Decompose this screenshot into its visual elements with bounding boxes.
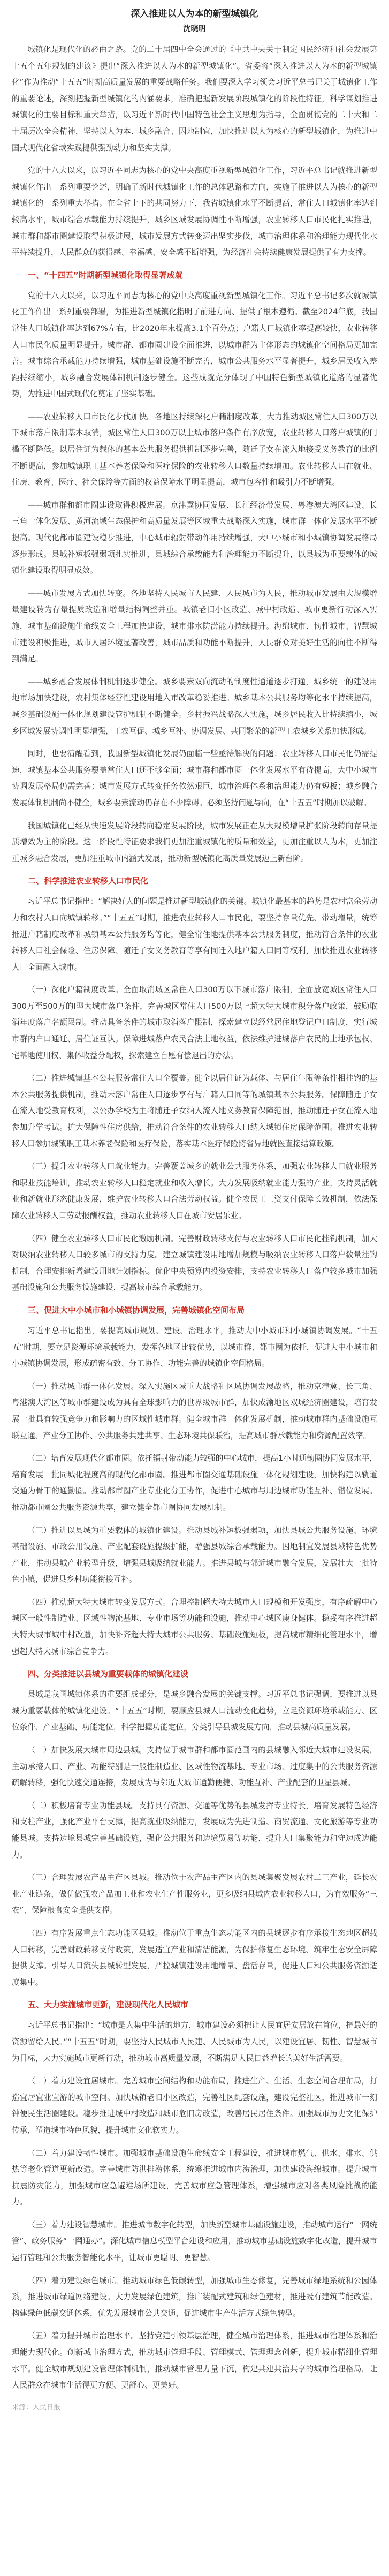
paragraph: （二）培育发展现代化都市圈。依托辐射带动能力较强的中心城市，提高1小时通勤圈协同发展水平，培育发展一批同城化程度高的现代化都市圈。推进都市圈交通基础设施一体化规划建设，加快构建以轨道交通为骨干的通勤圈。推动都市圈产业专业化分工协作，促进中心城市与周边城市功能互补、错位发展。推动都市圈公共服务资源共享，建立健全都市圈协同发展机制。 — [12, 1454, 377, 1512]
paragraph: （一）推动城市群一体化发展。深入实施区域重大战略和区域协调发展战略，推动京津冀、长三角、粤港澳大湾区等城市群建设成为具有全球影响力的世界级城市群，加快成渝地区双城经济圈建设，培育发展一批具有较强竞争力和影响力的区域性城市群。健全城市群一体化发展机制，推动城市群内基础设施互联互通、产业分工协作、公共服务共建共享、生态环境共保联治，提高城市群承载能力和资源配置效率。 — [12, 1381, 377, 1440]
paragraph: ——城乡融合发展体制机制逐步健全。城乡要素双向流动的制度性通道逐步打通，城乡统一的建设用地市场加快建设，农村集体经营性建设用地入市改革稳妥推进。城乡基本公共服务均等化水平持续提高，城乡基础设施一体化规划建设管护机制不断健全。乡村振兴战略深入实施，城乡居民收入比持续缩小，城乡区域发展协调性明显增强，工农互促、城乡互补、协调发展、共同繁荣的新型工农城乡关系加快形成。 — [12, 677, 377, 736]
section-heading: 四、分类推进以县城为重要载体的城镇化建设 — [28, 1669, 189, 1679]
paragraph: （三）提升农业转移人口就业能力。完善覆盖城乡的就业公共服务体系，加强农业转移人口就业服务和职业技能培训，推动农业转移人口稳定就业和收入增长。大力发展吸纳就业能力强的产业，支持灵活就业和新就业形态健康发展，维护农业转移人口合法劳动权益。健全农民工工资支付保障长效机制，依法保障农业转移人口劳动报酬权益，推动农业转移人口在城市安居乐业。 — [12, 1162, 377, 1220]
paragraph: 城镇化是现代化的必由之路。党的二十届四中全会通过的《中共中央关于制定国民经济和社会发展第十五个五年规划的建议》提出“深入推进以人为本的新型城镇化”。省委将“深入推进以人为本的新型城镇化”作为推动“十五五”时期高质量发展的重要战略任务。我们要深入学习领会习近平总书记关于城镇化工作的重要论述，深刻把握新型城镇化的内涵要求，准确把握新发展阶段城镇化的阶段性特征，科学谋划推进城镇化的主要目标和重大举措，以习近平新时代中国特色社会主义思想为指导，全面贯彻党的二十大和二十届历次全会精神，坚持以人为本、城乡融合、因地制宜，加快推进以人为核心的新型城镇化，为推进中国式现代化省域实践提供强劲动力和坚实支撑。 — [12, 45, 377, 153]
section-heading: 五、大力实施城市更新，建设现代化人民城市 — [28, 2000, 189, 2010]
paragraph: （一）着力建设宜居城市。完善城市空间结构和功能布局，推进生产、生活、生态空间合理布局，打造宜居宜业宜游的城市空间。加快城镇老旧小区改造，完善社区配套设施，建设完整社区，推进城市一刻钟便民生活圈建设。稳步推进城中村改造和城市危旧房改造，改善居民居住条件。加强城市历史文化保护传承，塑造城市特色风貌，提升城市文化软实力。 — [12, 2076, 377, 2135]
paragraph: 习近平总书记指出：“解决好人的问题是推进新型城镇化的关键。城镇化最基本的趋势是农村富余劳动力和农村人口向城镇转移。”“十五五”时期，推进农业转移人口市民化，要坚持存量优先、带动增量，统筹推进户籍制度改革和城镇基本公共服务均等化，健全常住地提供基本公共服务制度，推动符合条件的农业转移人口社会保险、住房保障、随迁子女义务教育等享有同迁入地户籍人口同等权利，加快推进农业转移人口全面融入城市。 — [12, 897, 377, 972]
article-title: 深入推进以人为本的新型城镇化 — [131, 9, 258, 19]
paragraph: ——城市发展方式加快转变。各地坚持人民城市人民建、人民城市为人民，推动城市发展由大规模增量建设转为存量提质改造和增量结构调整并重。城镇老旧小区改造、城中村改造、城市更新行动深入实施，城市基础设施生命线安全工程加快建设，城市排水防涝能力持续提升。海绵城市、韧性城市、智慧城市建设积极推进，城市人居环境显著改善，城市品质和功能不断提升，人民群众对美好生活的向往不断得到满足。 — [12, 588, 377, 664]
article-body — [12, 42, 377, 2394]
paragraph: （一）加快发展大城市周边县城。支持位于城市群和都市圈范围内的县城融入邻近大城市建设发展，主动承接人口、产业、功能特别是一般性制造业、区域性物流基地、专业市场、过度集中的公共服务资源疏解转移，强化快速交通连接，发展成为与邻近大城市通勤便捷、功能互补、产业配套的卫星县城。 — [12, 1746, 377, 1788]
paragraph: 党的十八大以来，以习近平同志为核心的党中央高度重视新型城镇化工作，习近平总书记就推进新型城镇化作出一系列重要论述，明确了新时代城镇化工作的总体思路和方向，实施了推进以人为核心的新型城镇化的一系列重大举措。在全省上下的共同努力下，我省城镇化水平不断提高，常住人口城镇化率达到较高水平，城市综合承载能力持续提升，城乡区域发展协调性不断增强，农业转移人口市民化扎实推进，城市群和都市圈建设取得积极进展，城市发展方式转变迈出坚实步伐，城市治理体系和治理能力现代化水平持续提升，人民群众的获得感、幸福感、安全感不断增强，为经济社会持续健康发展提供了有力支撑。 — [12, 166, 377, 258]
paragraph: ——城市群和都市圈建设取得积极进展。京津冀协同发展、长江经济带发展、粤港澳大湾区建设、长三角一体化发展、黄河流域生态保护和高质量发展等区域重大战略深入实施，城市群一体化发展水平不断提高。现代化都市圈建设稳步推进，中心城市辐射带动作用持续增强，大中小城市和小城镇协调发展格局逐步形成。县城补短板强弱项扎实推进，县城综合承载能力和治理能力不断提升，以县城为重要载体的城镇化建设取得明显成效。 — [12, 500, 377, 576]
paragraph: （二）推进城镇基本公共服务常住人口全覆盖。健全以居住证为载体、与居住年限等条件相挂钩的基本公共服务提供机制，推动未落户常住人口逐步享有与户籍人口同等的城镇基本公共服务。保障随迁子女在流入地受教育权利，以公办学校为主将随迁子女纳入流入地义务教育保障范围，推动随迁子女在流入地参加升学考试。扩大保障性住房供给，推动符合条件的农业转移人口纳入城镇住房保障范围。推进农业转移人口参加城镇职工基本养老保险和医疗保险，落实基本医疗保险跨省异地就医直接结算政策。 — [12, 1074, 377, 1149]
paragraph: （二）着力建设韧性城市。加强城市基础设施生命线安全工程建设，推进城市燃气、供水、排水、供热等老化管道更新改造。完善城市防洪排涝体系，统筹推进城市内涝治理，加快建设海绵城市。提升城市抗震防灾能力，加强城市应急避难场所建设，完善城市应急管理体系，增强城市应对各类风险挑战的能力。 — [12, 2148, 377, 2207]
paragraph: （四）健全农业转移人口市民化激励机制。完善财政转移支付与农业转移人口市民化挂钩机制，加大对吸纳农业转移人口较多城市的支持力度。建立城镇建设用地增加规模与吸纳农业转移人口落户数量挂钩机制，合理安排新增建设用地计划指标。优化中央预算内投资安排，支持农业转移人口落户较多城市加强基础设施和公共服务设施建设，提高城市综合承载能力。 — [12, 1234, 377, 1293]
paragraph: （二）积极培育专业功能县城。支持具有资源、交通等优势的县城发挥专业特长，培育发展特色经济和支柱产业，强化产业平台支撑，提高就业吸纳能力，发展成为先进制造、商贸流通、文化旅游等专业功能县城。支持边境县城完善基础设施，强化公共服务和边境贸易等功能，提升人口集聚能力和守边戍边能力。 — [12, 1801, 377, 1860]
paragraph: ——农业转移人口市民化步伐加快。各地区持续深化户籍制度改革，大力推动城区常住人口300万以下城市落户限制基本取消，城区常住人口300万以上城市落户条件有序放宽，农业转移人口落户城镇的门槛不断降低。以居住证为载体的基本公共服务提供机制逐步完善，随迁子女在流入地接受义务教育的比例不断提高，参加城镇职工基本养老保险和医疗保险的农业转移人口数量持续增加。农业转移人口在就业、住房、教育、医疗、社会保障等方面的权益保障水平明显提高，城市包容性和吸引力不断增强。 — [12, 412, 377, 487]
paragraph: 同时，也要清醒看到，我国新型城镇化发展仍面临一些亟待解决的问题：农业转移人口市民化仍需提速，城镇基本公共服务覆盖常住人口还不够全面；城市群和都市圈一体化发展水平有待提高，大中小城市协调发展格局仍需完善；城市发展方式转变任务依然艰巨，城市治理体系和治理能力仍有短板；城乡融合发展体制机制尚不健全，城乡要素流动仍存在不少障碍。必须坚持问题导向，在“十五五”时期加以破解。 — [12, 749, 377, 807]
article-source: 来源：人民日报 — [12, 2403, 61, 2412]
article-author: 沈晓明 — [183, 25, 206, 33]
paragraph: （三）合理发展农产品主产区县城。推动位于农产品主产区内的县城集聚发展农村二三产业，延长农业产业链条，做优做强农产品加工业和农业生产性服务业，更多吸纳县域内农业转移人口，为有效服务“三农”、保障粮食安全提供支撑。 — [12, 1873, 377, 1915]
paragraph: 我国城镇化已经从快速发展阶段转向稳定发展阶段，城市发展正在从大规模增量扩张阶段转向存量提质增效为主的阶段。这一阶段性特征要求我们更加注重城镇化的质量和效益，更加注重以人为本，更加注重城乡融合发展，更加注重城市内涵式发展，推动新型城镇化高质量发展迈上新台阶。 — [12, 821, 377, 863]
paragraph: 习近平总书记指出：“城市是人集中生活的地方，城市建设必须把让人民宜居安居放在首位，把最好的资源留给人民。”“十五五”时期，要坚持人民城市人民建、人民城市为人民，以建设宜居、韧性、智慧城市为目标，大力实施城市更新行动，推动城市高质量发展，不断满足人民日益增长的美好生活需要。 — [12, 2021, 377, 2063]
paragraph: 习近平总书记指出，要提高城市规划、建设、治理水平，推动大中小城市和小城镇协调发展。“十五五”时期，要立足资源环境承载能力，发挥各地区比较优势，以城市群、都市圈为依托，促进大中小城市和小城镇协调发展，形成疏密有致、分工协作、功能完善的城镇化空间格局。 — [12, 1326, 377, 1369]
section-heading: 二、科学推进农业转移人口市民化 — [28, 876, 149, 886]
paragraph: （四）有序发展重点生态功能区县城。推动位于重点生态功能区内的县城逐步有序承接生态地区超载人口转移，完善财政转移支付政策，发展适宜产业和清洁能源，为保护修复生态环境、筑牢生态安全屏障提供支撑。引导人口流失县城转型发展，严控城镇建设用地增量、盘活存量，促进人口和公共服务资源适度集中。 — [12, 1928, 377, 1987]
paragraph: （四）推动超大特大城市转变发展方式。合理控制超大特大城市人口规模和开发强度，有序疏解中心城区一般性制造业、区域性物流基地、专业市场等功能和设施，推动中心城区瘦身健体。稳妥有序推进超大特大城市城中村改造，加快补齐超大特大城市公共服务、基础设施短板，提高城市精细化管理水平，增强超大特大城市综合竞争力。 — [12, 1597, 377, 1656]
section-heading: 一、“十四五”时期新型城镇化取得显著成就 — [28, 270, 183, 280]
paragraph: （五）着力提升城市治理水平。坚持党建引领基层治理，健全城市治理体系，推进城市治理体系和治理能力现代化。创新城市治理方式，推动城市管理手段、管理模式、管理理念创新，提升城市精细化管理水平。健全城市规划建设管理体制机制，推动城市管理力量下沉，构建共建共治共享的城市治理格局，让人民群众在城市生活得更方便、更舒心、更美好。 — [12, 2331, 377, 2390]
paragraph: （一）深化户籍制度改革。全面取消城区常住人口300万以下城市落户限制，全面放宽城区常住人口300万至500万的Ⅰ型大城市落户条件，完善城区常住人口500万以上超大特大城市积分落户政策，鼓励取消年度落户名额限制。推动具备条件的城市取消落户限制，探索建立以经常居住地登记户口制度，实行城市群内户口通迁、居住证互认。保障进城落户农民合法土地权益，依法维护进城落户农民的土地承包权、宅基地使用权、集体收益分配权，探索建立自愿有偿退出的办法。 — [12, 985, 377, 1060]
paragraph: （三）着力建设智慧城市。推进城市数字化转型，加快新型城市基础设施建设，推动城市运行“一网统管”、政务服务“一网通办”。深化城市信息模型平台建设和应用，推动城市基础设施数字化改造，提升城市运行管理和公共服务智能化水平，让城市更聪明、更智慧。 — [12, 2220, 377, 2263]
paragraph: （四）着力建设绿色城市。推动城市绿色低碳转型，加强城市生态修复，完善城市绿地系统和公园体系，推进城市绿道网络建设。大力发展绿色建筑，推广装配式建筑和绿色建材，推进既有建筑节能改造。构建绿色低碳交通体系，优先发展城市公共交通，促进城市生产生活方式绿色转型。 — [12, 2276, 377, 2318]
section-heading: 三、促进大中小城市和小城镇协调发展，完善城镇化空间布局 — [28, 1305, 245, 1315]
paragraph: 县城是我国城镇体系的重要组成部分，是城乡融合发展的关键支撑。习近平总书记强调，要推进以县城为重要载体的城镇化建设。“十五五”时期，要顺应县城人口流动变化趋势，立足资源环境承载能力、区位条件、产业基础、功能定位，科学把握功能定位，分类引导县城发展方向，推动县城高质量发展。 — [12, 1690, 377, 1732]
paragraph: （三）推进以县城为重要载体的城镇化建设。推动县城补短板强弱项，加快县城公共服务设施、环境基础设施、市政公用设施、产业配套设施提级扩能，增强县城综合承载能力。因地制宜发展县域特色优势产业，推动县城产业转型升级，增强县城吸纳就业能力。推进县城与邻近城市融合发展，发展壮大一批特色小镇，促进县乡村功能衔接互补。 — [12, 1525, 377, 1584]
paragraph: 党的十八大以来，以习近平同志为核心的党中央高度重视新型城镇化工作。习近平总书记多次就城镇化工作作出一系列重要部署，为推进新型城镇化指明了前进方向、提供了根本遵循。截至2024年底，我国常住人口城镇化率达到67%左右，比2020年末提高3.1个百分点；户籍人口城镇化率提高较快，农业转移人口市民化质量明显提升。城市群、都市圈建设全面推进，以城市群为主体形态的城镇化空间格局更加完善。城市综合承载能力持续增强，城市基础设施不断完善，城市公共服务水平显著提升，城乡居民收入差距持续缩小，城乡融合发展体制机制逐步健全。这些成就充分体现了中国特色新型城镇化道路的显著优势，为推进中国式现代化奠定了坚实基础。 — [12, 291, 377, 399]
